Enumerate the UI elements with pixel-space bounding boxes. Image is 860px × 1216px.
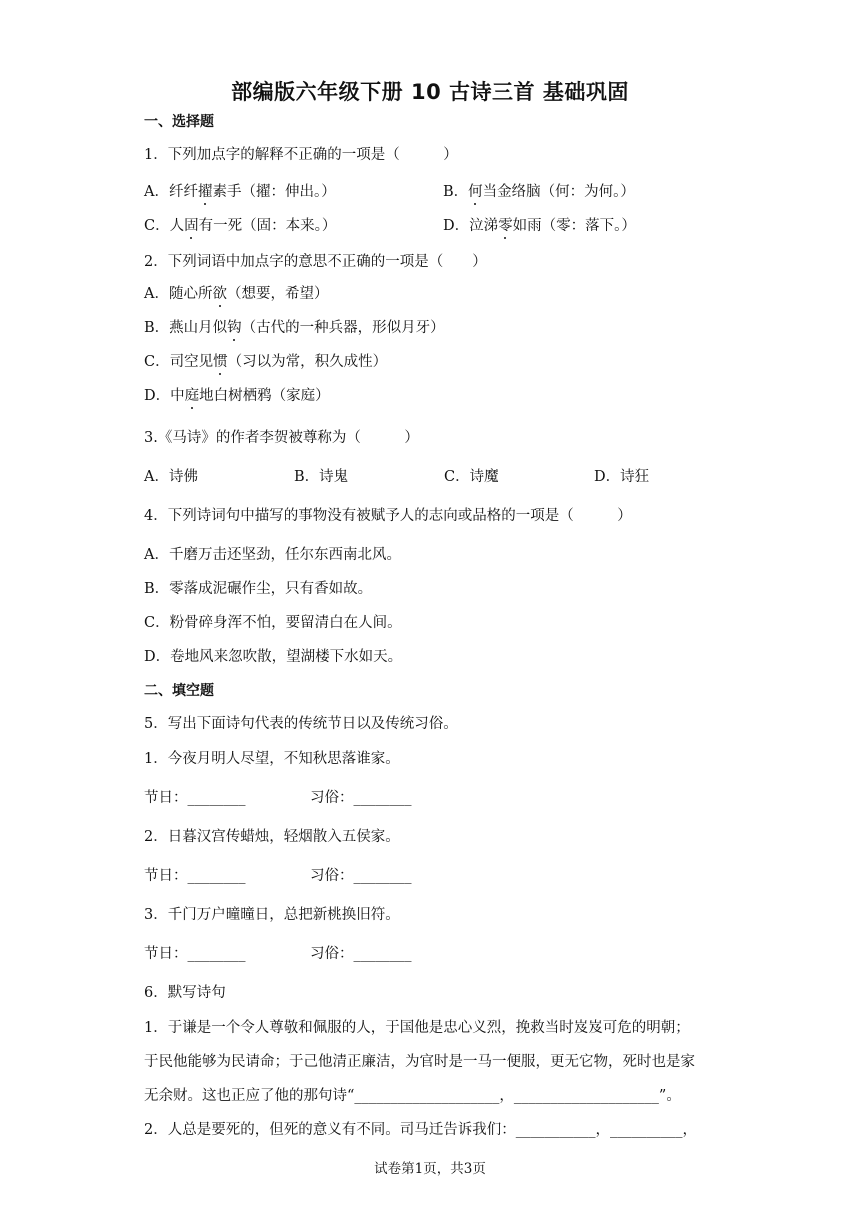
question-4-option-b: B．零落成泥碾作尘，只有香如故。 (144, 581, 373, 597)
question-3-option-b: B．诗鬼 (294, 469, 349, 485)
question-4-option-d: D．卷地风来忽吹散，望湖楼下水如天。 (144, 649, 403, 665)
question-3-option-c: C．诗魔 (444, 469, 499, 485)
question-5-poem-2: 2．日暮汉宫传蜡烛，轻烟散入五侯家。 (144, 829, 400, 845)
question-6-paragraph-line-2: 于民他能够为民请命；于己他清正廉洁，为官时是一马一便服，更无它物，死时也是家 (144, 1054, 695, 1070)
question-5-custom-blank-2: 习俗：________ (310, 868, 412, 884)
question-5-stem: 5．写出下面诗句代表的传统节日以及传统习俗。 (144, 716, 458, 732)
question-3-option-a: A．诗佛 (144, 469, 198, 485)
question-5-custom-blank-1: 习俗：________ (310, 790, 412, 806)
question-6-paragraph-line-4: 2．人总是要死的，但死的意义有不同。司马迁告诉我们：___________，__________， (144, 1122, 697, 1138)
question-2-option-c: C．司空见惯（习以为常，积久成性） (144, 354, 388, 370)
question-4-option-c: C．粉骨碎身浑不怕，要留清白在人间。 (144, 615, 402, 631)
question-6-paragraph-line-1: 1．于谦是一个令人尊敬和佩服的人，于国他是忠心义烈，挽救当时岌岌可危的明朝； (144, 1020, 690, 1036)
question-1-stem: 1．下列加点字的解释不正确的一项是（ ） (144, 147, 458, 163)
question-5-poem-3: 3．千门万户曈曈日，总把新桃换旧符。 (144, 907, 400, 923)
section-heading-fill: 二、填空题 (144, 683, 214, 699)
question-3-option-d: D．诗狂 (594, 469, 650, 485)
question-1-option-b: B．何当金络脑（何：为何。） (443, 184, 635, 200)
question-2-option-b: B．燕山月似钩（古代的一种兵器，形似月牙） (144, 320, 445, 336)
question-6-paragraph-line-3: 无余财。这也正应了他的那句诗“____________________，____________________”。 (144, 1088, 681, 1104)
question-2-stem: 2．下列词语中加点字的意思不正确的一项是（ ） (144, 254, 487, 270)
section-heading-choice: 一、选择题 (144, 114, 214, 130)
question-2-option-a: A．随心所欲（想要，希望） (144, 286, 329, 302)
question-3-stem: 3.《马诗》的作者李贺被尊称为（ ） (144, 430, 419, 446)
question-4-stem: 4．下列诗词句中描写的事物没有被赋予人的志向或品格的一项是（ ） (144, 508, 632, 524)
question-5-custom-blank-3: 习俗：________ (310, 946, 412, 962)
question-5-festival-blank-1: 节日：________ (144, 790, 246, 806)
question-5-festival-blank-2: 节日：________ (144, 868, 246, 884)
question-5-festival-blank-3: 节日：________ (144, 946, 246, 962)
question-1-option-d: D．泣涕零如雨（零：落下。） (443, 218, 636, 234)
question-4-option-a: A．千磨万击还坚劲，任尔东西南北风。 (144, 547, 401, 563)
question-5-poem-1: 1．今夜月明人尽望，不知秋思落谁家。 (144, 751, 400, 767)
page-title: 部编版六年级下册 10 古诗三首 基础巩固 (231, 80, 629, 104)
question-2-option-d: D．中庭地白树栖鸦（家庭） (144, 388, 330, 404)
question-1-option-a: A．纤纤擢素手（擢：伸出。） (144, 184, 336, 200)
question-1-option-c: C．人固有一死（固：本来。） (144, 218, 337, 234)
page-footer: 试卷第1页，共3页 (374, 1161, 486, 1177)
question-6-stem: 6．默写诗句 (144, 985, 226, 1001)
